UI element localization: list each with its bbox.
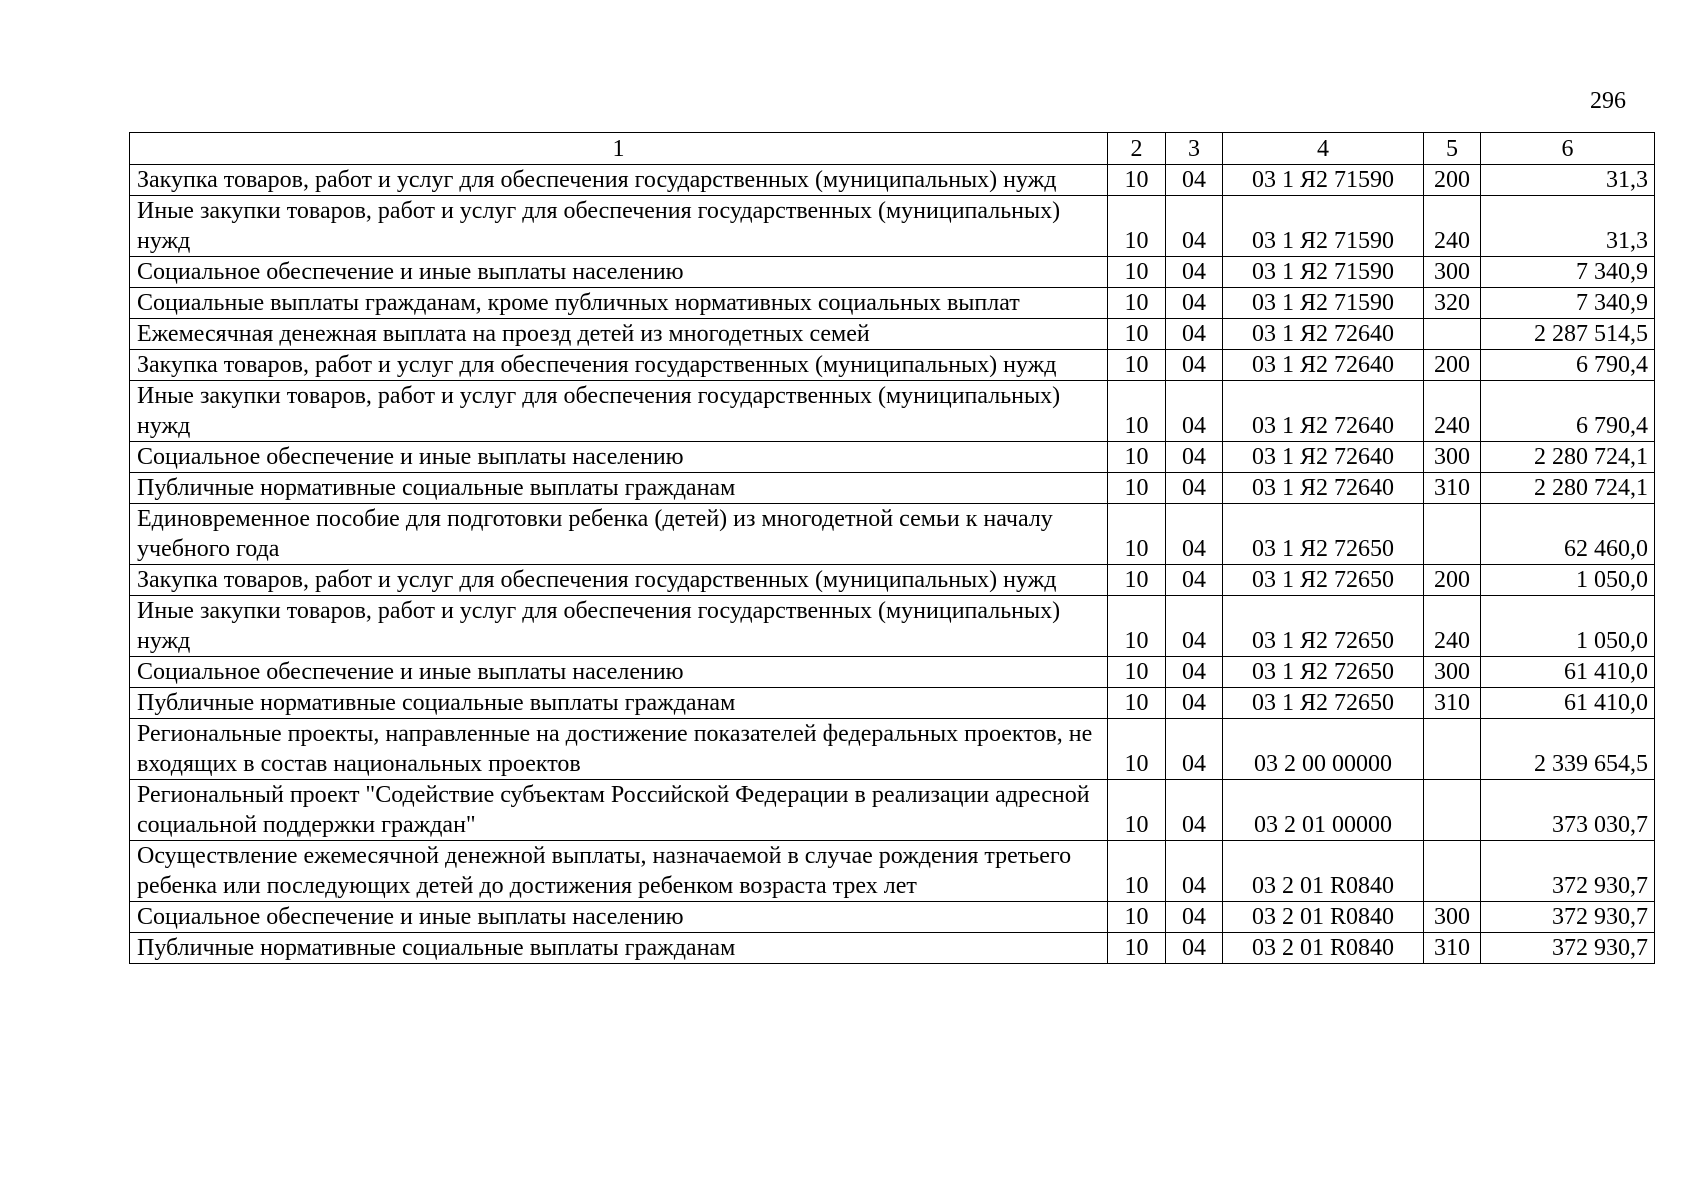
row-amount: 2 280 724,1 [1481, 473, 1655, 504]
row-description: Иные закупки товаров, работ и услуг для обеспечения государственных (муниципальных) нужд [130, 381, 1108, 442]
row-section-code: 10 [1108, 841, 1166, 902]
row-amount: 61 410,0 [1481, 688, 1655, 719]
row-subsection-code: 04 [1166, 688, 1223, 719]
table-row [130, 933, 1655, 964]
row-amount: 7 340,9 [1481, 257, 1655, 288]
row-subsection-code: 04 [1166, 565, 1223, 596]
row-section-code: 10 [1108, 473, 1166, 504]
row-description: Региональные проекты, направленные на достижение показателей федеральных проектов, не входящих в состав национальных проектов [130, 719, 1108, 780]
header-row [130, 133, 1655, 165]
row-description: Закупка товаров, работ и услуг для обеспечения государственных (муниципальных) нужд [130, 165, 1108, 196]
row-target-article: 03 1 Я2 72650 [1223, 504, 1424, 565]
row-section-code: 10 [1108, 688, 1166, 719]
table-row [130, 319, 1655, 350]
row-subsection-code: 04 [1166, 319, 1223, 350]
row-subsection-code: 04 [1166, 719, 1223, 780]
table-row [130, 688, 1655, 719]
row-description: Социальные выплаты гражданам, кроме публичных нормативных социальных выплат [130, 288, 1108, 319]
row-amount: 61 410,0 [1481, 657, 1655, 688]
row-amount: 31,3 [1481, 196, 1655, 257]
row-expense-type: 320 [1424, 288, 1481, 319]
row-amount: 2 287 514,5 [1481, 319, 1655, 350]
row-subsection-code: 04 [1166, 596, 1223, 657]
row-expense-type [1424, 841, 1481, 902]
row-description: Региональный проект "Содействие субъектам Российской Федерации в реализации адресной социальной поддержки граждан" [130, 780, 1108, 841]
row-target-article: 03 1 Я2 72640 [1223, 381, 1424, 442]
row-description: Осуществление ежемесячной денежной выплаты, назначаемой в случае рождения третьего ребенка или последующих детей до достижения ребенком возраста трех лет [130, 841, 1108, 902]
row-target-article: 03 1 Я2 72640 [1223, 319, 1424, 350]
row-amount: 62 460,0 [1481, 504, 1655, 565]
row-amount: 6 790,4 [1481, 350, 1655, 381]
row-section-code: 10 [1108, 657, 1166, 688]
row-expense-type: 310 [1424, 473, 1481, 504]
table-row [130, 196, 1655, 257]
row-amount: 6 790,4 [1481, 381, 1655, 442]
row-expense-type: 310 [1424, 933, 1481, 964]
row-subsection-code: 04 [1166, 165, 1223, 196]
budget-table [129, 132, 1655, 964]
row-subsection-code: 04 [1166, 257, 1223, 288]
row-expense-type: 300 [1424, 657, 1481, 688]
row-section-code: 10 [1108, 196, 1166, 257]
row-description: Ежемесячная денежная выплата на проезд детей из многодетных семей [130, 319, 1108, 350]
row-subsection-code: 04 [1166, 288, 1223, 319]
row-expense-type: 240 [1424, 381, 1481, 442]
row-target-article: 03 1 Я2 72650 [1223, 657, 1424, 688]
page-number: 296 [1590, 88, 1626, 114]
row-amount: 372 930,7 [1481, 902, 1655, 933]
row-target-article: 03 1 Я2 72640 [1223, 350, 1424, 381]
row-section-code: 10 [1108, 902, 1166, 933]
row-subsection-code: 04 [1166, 350, 1223, 381]
row-description: Закупка товаров, работ и услуг для обеспечения государственных (муниципальных) нужд [130, 565, 1108, 596]
row-description: Социальное обеспечение и иные выплаты населению [130, 257, 1108, 288]
row-description: Публичные нормативные социальные выплаты гражданам [130, 933, 1108, 964]
row-expense-type: 300 [1424, 902, 1481, 933]
row-expense-type: 300 [1424, 442, 1481, 473]
row-expense-type [1424, 319, 1481, 350]
table-body [130, 165, 1655, 964]
row-subsection-code: 04 [1166, 381, 1223, 442]
row-section-code: 10 [1108, 442, 1166, 473]
table-row [130, 381, 1655, 442]
table-row [130, 657, 1655, 688]
row-section-code: 10 [1108, 381, 1166, 442]
row-expense-type: 200 [1424, 165, 1481, 196]
row-target-article: 03 1 Я2 72640 [1223, 473, 1424, 504]
table-row [130, 288, 1655, 319]
table-row [130, 565, 1655, 596]
row-target-article: 03 2 01 R0840 [1223, 902, 1424, 933]
row-target-article: 03 1 Я2 72650 [1223, 565, 1424, 596]
row-target-article: 03 1 Я2 71590 [1223, 257, 1424, 288]
row-amount: 372 930,7 [1481, 841, 1655, 902]
row-amount: 1 050,0 [1481, 565, 1655, 596]
row-subsection-code: 04 [1166, 196, 1223, 257]
row-subsection-code: 04 [1166, 780, 1223, 841]
row-expense-type: 200 [1424, 565, 1481, 596]
row-expense-type: 300 [1424, 257, 1481, 288]
row-expense-type: 200 [1424, 350, 1481, 381]
row-amount: 7 340,9 [1481, 288, 1655, 319]
row-section-code: 10 [1108, 257, 1166, 288]
row-subsection-code: 04 [1166, 442, 1223, 473]
header-col-3: 3 [1166, 133, 1223, 165]
row-expense-type [1424, 719, 1481, 780]
row-amount: 2 280 724,1 [1481, 442, 1655, 473]
row-description: Социальное обеспечение и иные выплаты населению [130, 442, 1108, 473]
table-row [130, 257, 1655, 288]
row-section-code: 10 [1108, 319, 1166, 350]
table-row [130, 165, 1655, 196]
row-section-code: 10 [1108, 596, 1166, 657]
row-expense-type [1424, 504, 1481, 565]
row-target-article: 03 1 Я2 72650 [1223, 596, 1424, 657]
row-section-code: 10 [1108, 780, 1166, 841]
table-row [130, 473, 1655, 504]
row-target-article: 03 1 Я2 71590 [1223, 196, 1424, 257]
row-amount: 372 930,7 [1481, 933, 1655, 964]
row-expense-type: 240 [1424, 596, 1481, 657]
header-col-6: 6 [1481, 133, 1655, 165]
table-row [130, 504, 1655, 565]
row-subsection-code: 04 [1166, 657, 1223, 688]
table-row [130, 596, 1655, 657]
row-amount: 1 050,0 [1481, 596, 1655, 657]
row-target-article: 03 2 01 00000 [1223, 780, 1424, 841]
row-target-article: 03 2 01 R0840 [1223, 841, 1424, 902]
header-col-2: 2 [1108, 133, 1166, 165]
header-col-4: 4 [1223, 133, 1424, 165]
table-row [130, 902, 1655, 933]
table-header [130, 133, 1655, 165]
table-row [130, 719, 1655, 780]
row-target-article: 03 1 Я2 72650 [1223, 688, 1424, 719]
row-description: Закупка товаров, работ и услуг для обеспечения государственных (муниципальных) нужд [130, 350, 1108, 381]
row-subsection-code: 04 [1166, 933, 1223, 964]
header-col-5: 5 [1424, 133, 1481, 165]
table-row [130, 350, 1655, 381]
row-target-article: 03 1 Я2 71590 [1223, 165, 1424, 196]
row-subsection-code: 04 [1166, 504, 1223, 565]
row-expense-type [1424, 780, 1481, 841]
row-section-code: 10 [1108, 504, 1166, 565]
row-amount: 31,3 [1481, 165, 1655, 196]
row-subsection-code: 04 [1166, 902, 1223, 933]
row-amount: 2 339 654,5 [1481, 719, 1655, 780]
row-description: Социальное обеспечение и иные выплаты населению [130, 902, 1108, 933]
row-section-code: 10 [1108, 288, 1166, 319]
row-section-code: 10 [1108, 933, 1166, 964]
row-description: Публичные нормативные социальные выплаты гражданам [130, 688, 1108, 719]
row-subsection-code: 04 [1166, 473, 1223, 504]
table-row [130, 442, 1655, 473]
row-amount: 373 030,7 [1481, 780, 1655, 841]
table-row [130, 841, 1655, 902]
row-description: Социальное обеспечение и иные выплаты населению [130, 657, 1108, 688]
row-description: Иные закупки товаров, работ и услуг для обеспечения государственных (муниципальных) нужд [130, 196, 1108, 257]
row-section-code: 10 [1108, 719, 1166, 780]
header-col-1: 1 [130, 133, 1108, 165]
row-section-code: 10 [1108, 350, 1166, 381]
row-target-article: 03 1 Я2 71590 [1223, 288, 1424, 319]
row-subsection-code: 04 [1166, 841, 1223, 902]
row-section-code: 10 [1108, 565, 1166, 596]
row-section-code: 10 [1108, 165, 1166, 196]
row-target-article: 03 2 01 R0840 [1223, 933, 1424, 964]
row-target-article: 03 1 Я2 72640 [1223, 442, 1424, 473]
row-description: Публичные нормативные социальные выплаты гражданам [130, 473, 1108, 504]
row-expense-type: 240 [1424, 196, 1481, 257]
row-description: Иные закупки товаров, работ и услуг для обеспечения государственных (муниципальных) нужд [130, 596, 1108, 657]
row-target-article: 03 2 00 00000 [1223, 719, 1424, 780]
table-row [130, 780, 1655, 841]
row-expense-type: 310 [1424, 688, 1481, 719]
row-description: Единовременное пособие для подготовки ребенка (детей) из многодетной семьи к началу учебного года [130, 504, 1108, 565]
